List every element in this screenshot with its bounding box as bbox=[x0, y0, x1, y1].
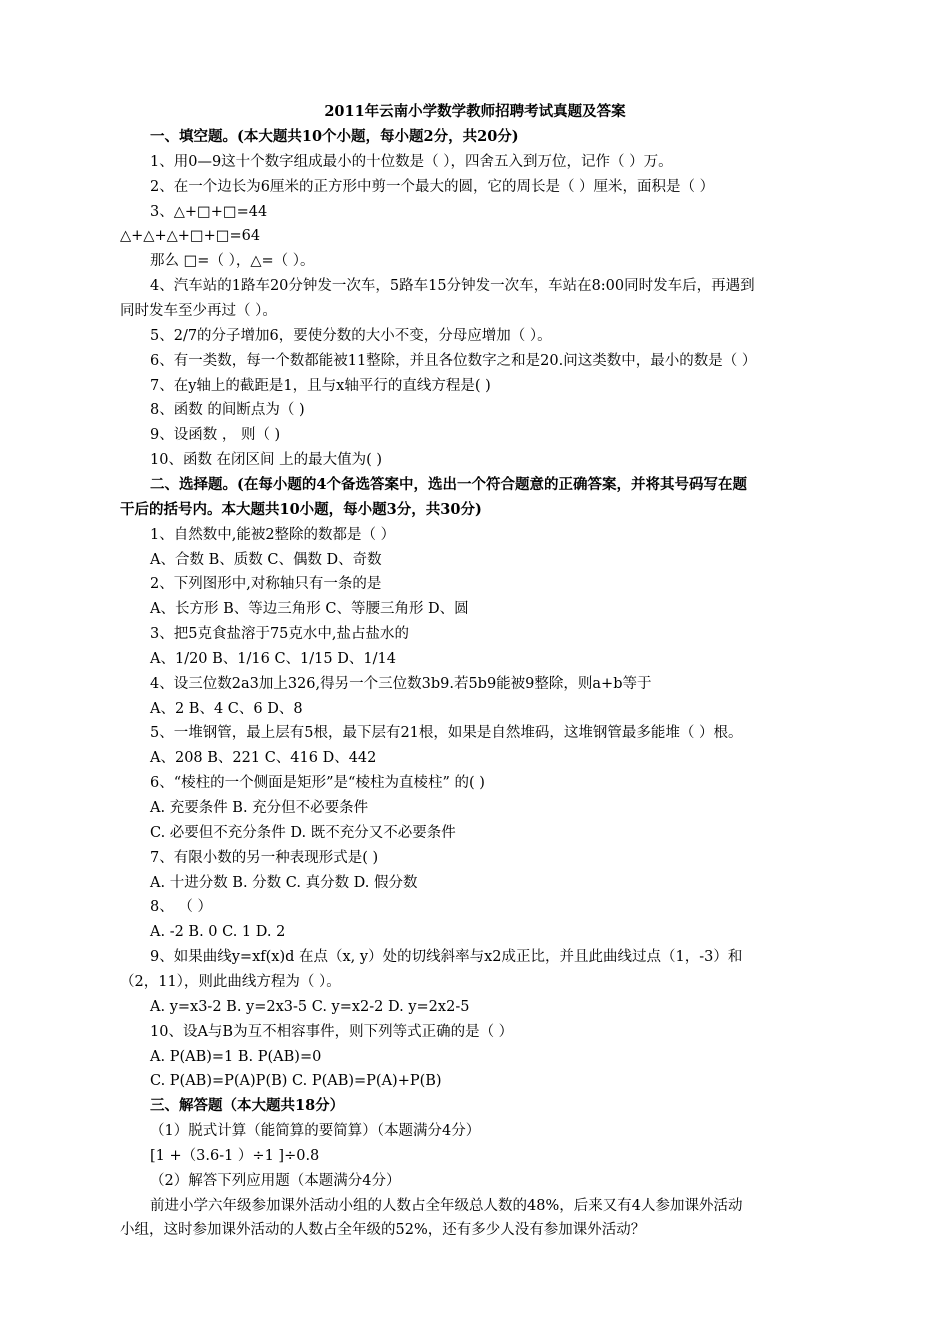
text-line: 3、△+□+□=44 bbox=[150, 203, 268, 220]
text-line: 9、设函数 ， 则（ ) bbox=[150, 427, 281, 444]
text-line: A、长方形 B、等边三角形 C、等腰三角形 D、圆 bbox=[150, 601, 469, 618]
text-line: A. 充要条件 B. 充分但不必要条件 bbox=[150, 800, 369, 816]
text-line: 6、“棱柱的一个侧面是矩形”是“棱柱为直棱柱” 的( ) bbox=[150, 775, 485, 792]
text-line: 9、如果曲线y=xf(x)d 在点（x, y）处的切线斜率与x2成正比，并且此曲线过点（1，-3）和 bbox=[150, 949, 743, 966]
text-line: A、合数 B、质数 C、偶数 D、奇数 bbox=[150, 551, 382, 568]
text-line: 3、把5克食盐溶于75克水中,盐占盐水的 bbox=[150, 626, 410, 642]
text-line: 同时发车至少再过（ ）。 bbox=[120, 303, 277, 319]
text-line: 1、用0—9这十个数字组成最小的十位数是（ ），四舍五入到万位，记作（ ）万。 bbox=[150, 153, 673, 170]
text-line: △+△+△+□+□=64 bbox=[120, 228, 261, 245]
text-line: 8、 （ ） bbox=[150, 899, 212, 916]
section-heading: 三、解答题（本大题共18分） bbox=[150, 1097, 345, 1115]
text-line: 5、2/7的分子增加6，要使分数的大小不变，分母应增加（ ）。 bbox=[150, 327, 552, 344]
text-line: 4、汽车站的1路车20分钟发一次车，5路车15分钟发一次车，车站在8:00同时发车后，再遇到 bbox=[150, 278, 755, 295]
text-line: 10、函数 在闭区间 上的最大值为( ) bbox=[150, 452, 383, 469]
text-line: 1、自然数中,能被2整除的数都是（ ） bbox=[150, 526, 396, 543]
text-line: C. 必要但不充分条件 D. 既不充分又不必要条件 bbox=[150, 824, 456, 841]
text-line: A、208 B、221 C、416 D、442 bbox=[150, 750, 377, 767]
text-line: A、2 B、4 C、6 D、8 bbox=[150, 700, 303, 717]
text-line: A、1/20 B、1/16 C、1/15 D、1/14 bbox=[150, 650, 396, 667]
text-line: 2、在一个边长为6厘米的正方形中剪一个最大的圆，它的周长是（ ）厘米，面积是（ ） bbox=[150, 178, 715, 195]
text-line: 7、有限小数的另一种表现形式是( ) bbox=[150, 849, 379, 866]
text-line: [1 +（3.6-1 ）÷1 ]÷0.8 bbox=[150, 1147, 320, 1164]
text-line: 10、设A与B为互不相容事件，则下列等式正确的是（ ） bbox=[150, 1023, 514, 1040]
text-line: 5、一堆钢管，最上层有5根，最下层有21根，如果是自然堆码，这堆钢管最多能堆（ ）根。 bbox=[150, 725, 743, 742]
text-line: 4、设三位数2a3加上326,得另一个三位数3b9.若5b9能被9整除，则a+b等于 bbox=[150, 675, 652, 692]
section-heading: 二、选择题。(在每小题的4个备选答案中，选出一个符合题意的正确答案，并将其号码写在题 bbox=[150, 475, 747, 493]
section-heading: 一、填空题。(本大题共10个小题，每小题2分，共20分) bbox=[150, 128, 519, 145]
text-line: 前进小学六年级参加课外活动小组的人数占全年级总人数的48%，后来又有4人参加课外活动 bbox=[150, 1197, 743, 1214]
text-line: 6、有一类数，每一个数都能被11整除，并且各位数字之和是20.问这类数中，最小的数是（ ） bbox=[150, 352, 757, 369]
text-line: 那么 □=（ ），△=（ ）。 bbox=[150, 253, 315, 270]
text-line: C. P(AB)=P(A)P(B) C. P(AB)=P(A)+P(B) bbox=[150, 1073, 442, 1090]
text-line: （1）脱式计算（能简算的要简算）（本题满分4分） bbox=[150, 1123, 481, 1139]
text-line: 2、下列图形中,对称轴只有一条的是 bbox=[150, 576, 382, 593]
text-line: 8、函数 的间断点为（ ) bbox=[150, 402, 305, 419]
page-title: 2011年云南小学数学教师招聘考试真题及答案 bbox=[324, 103, 626, 120]
text-line: （2，11），则此曲线方程为（ ）。 bbox=[120, 973, 341, 990]
text-line: 小组，这时参加课外活动的人数占全年级的52%，还有多少人没有参加课外活动？ bbox=[120, 1222, 646, 1239]
text-line: A. -2 B. 0 C. 1 D. 2 bbox=[150, 924, 286, 941]
text-line: A. y=x3-2 B. y=2x3-5 C. y=x2-2 D. y=2x2-5 bbox=[150, 998, 470, 1015]
section-heading: 干后的括号内。本大题共10小题，每小题3分，共30分) bbox=[120, 500, 482, 518]
text-line: A. 十进分数 B. 分数 C. 真分数 D. 假分数 bbox=[150, 874, 418, 891]
text-line: A. P(AB)=1 B. P(AB)=0 bbox=[150, 1048, 322, 1065]
text-line: 7、在y轴上的截距是1，且与x轴平行的直线方程是( ) bbox=[150, 377, 491, 394]
text-line: （2）解答下列应用题（本题满分4分） bbox=[150, 1172, 401, 1189]
